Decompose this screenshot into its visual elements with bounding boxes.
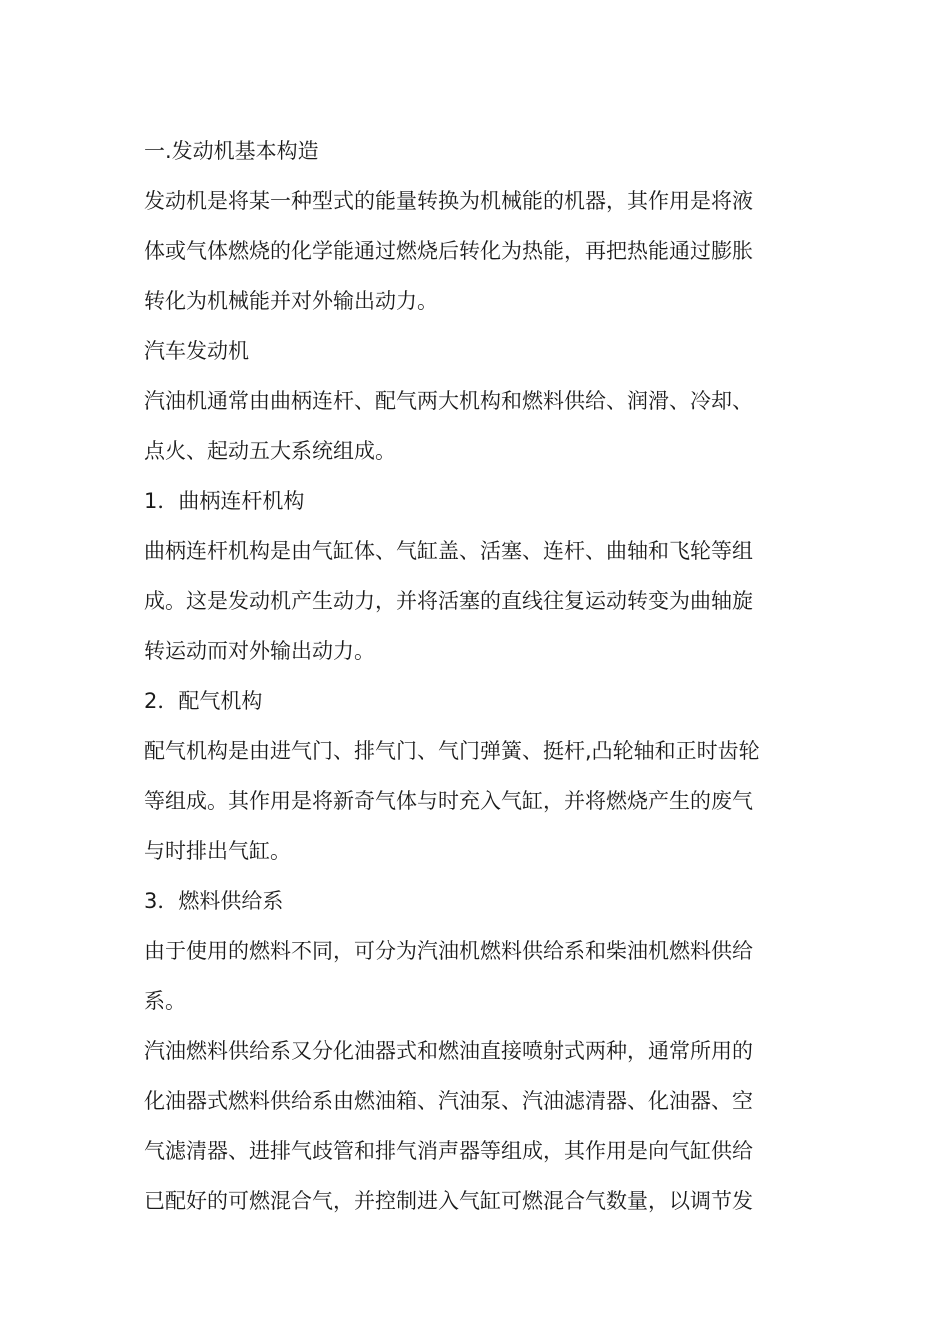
paragraph-line: 化油器式燃料供给系由燃油箱、汽油泵、汽油滤清器、化油器、空 xyxy=(144,1089,753,1113)
paragraph-line: 曲柄连杆机构是由气缸体、气缸盖、活塞、连杆、曲轴和飞轮等组 xyxy=(144,539,753,563)
subsection-heading: 3．燃料供给系 xyxy=(144,889,284,913)
subsection-heading: 2．配气机构 xyxy=(144,689,263,713)
paragraph-line: 已配好的可燃混合气，并控制进入气缸可燃混合气数量，以调节发 xyxy=(144,1189,753,1213)
subsection-heading: 1．曲柄连杆机构 xyxy=(144,489,305,513)
paragraph-line: 转运动而对外输出动力。 xyxy=(144,639,375,663)
paragraph-line: 成。这是发动机产生动力，并将活塞的直线往复运动转变为曲轴旋 xyxy=(144,589,753,613)
paragraph-line: 由于使用的燃料不同，可分为汽油机燃料供给系和柴油机燃料供给 xyxy=(144,939,753,963)
paragraph-line: 发动机是将某一种型式的能量转换为机械能的机器，其作用是将液 xyxy=(144,189,753,213)
paragraph-line: 气滤清器、进排气歧管和排气消声器等组成，其作用是向气缸供给 xyxy=(144,1139,753,1163)
paragraph-line: 与时排出气缸。 xyxy=(144,839,291,863)
document-body xyxy=(144,126,808,1226)
paragraph-line: 汽油燃料供给系又分化油器式和燃油直接喷射式两种，通常所用的 xyxy=(144,1039,753,1063)
section-heading: 一.发动机基本构造 xyxy=(144,139,319,163)
paragraph-line: 点火、起动五大系统组成。 xyxy=(144,439,396,463)
paragraph-line: 配气机构是由进气门、排气门、气门弹簧、挺杆,凸轮轴和正时齿轮 xyxy=(144,739,760,763)
paragraph-line: 等组成。其作用是将新奇气体与时充入气缸，并将燃烧产生的废气 xyxy=(144,789,753,813)
subsection-heading: 汽车发动机 xyxy=(144,339,249,363)
paragraph-line: 汽油机通常由曲柄连杆、配气两大机构和燃料供给、润滑、冷却、 xyxy=(144,389,753,413)
paragraph-line: 系。 xyxy=(144,989,186,1013)
paragraph-line: 转化为机械能并对外输出动力。 xyxy=(144,289,438,313)
paragraph-line: 体或气体燃烧的化学能通过燃烧后转化为热能，再把热能通过膨胀 xyxy=(144,239,753,263)
